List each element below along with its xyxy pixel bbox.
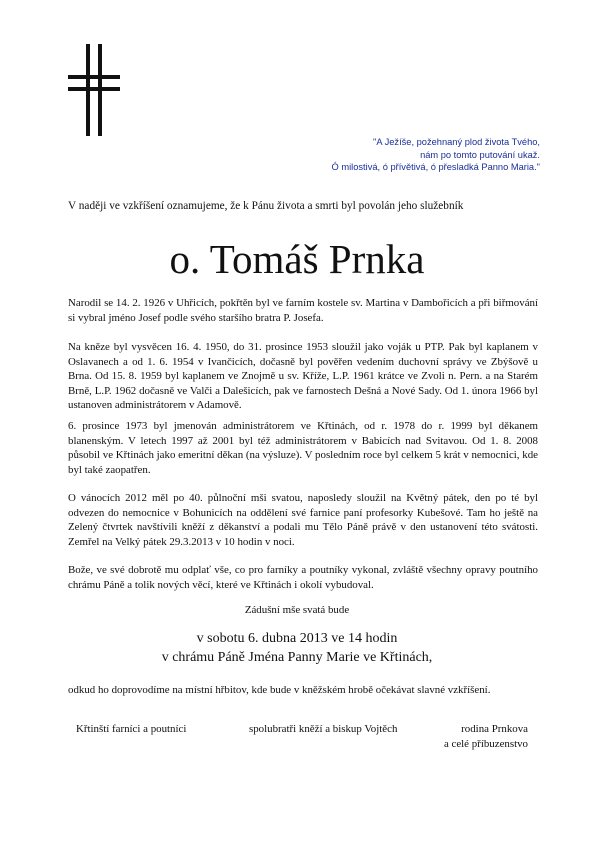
prayer-quote	[240, 136, 540, 174]
paragraph-prayer: Bože, ve své dobrotě mu odplať vše, co pro farníky a poutníky vykonal, zvláště všechny opravy poutního chrámu Páně a tolik nových věcí, které ve Křtinách i okolí vybudoval.	[68, 564, 538, 591]
double-cross-icon	[68, 44, 120, 136]
mass-intro: Zádušní mše svatá bude	[244, 604, 350, 616]
signature-relatives: a celé příbuzenstvo	[443, 738, 528, 750]
paragraph-krtiny: 6. prosince 1973 byl jmenován administrátorem ve Křtinách, od r. 1978 do r. 1999 byl děkanem blanenským. V letech 1997 až 2001 byl též administrátorem v Babicích nad Svitavou. Od 1. 8. 2008 působil ve Křtinách jako emeritní děkan (na výsluze). V posledním roce byl celkem 5 krát v nemocnici, kde byl také zaopatřen.	[68, 420, 538, 476]
mass-date: v sobotu 6. dubna 2013 ve 14 hodin	[196, 631, 398, 646]
signature-family: rodina Prnkova	[461, 723, 528, 735]
quote-line: Ó milostivá, ó přívětivá, ó přesladká Panno Maria."	[331, 162, 540, 172]
paragraph-ministry: Na kněze byl vysvěcen 16. 4. 1950, do 31. prosince 1953 sloužil jako voják u PTP. Pak byl kaplanem v Oslavanech a od 1. 6. 1954 v Ivančicích, dočasně byl pověřen vedením duchovní správy ve Zbýšově u Brna. Od 15. 8. 1959 byl kaplanem ve Znojmě u sv. Kříže, L.P. 1961 krátce ve Zvoli n. Pern. a na Starém Brně, L.P. 1962 dočasně ve Valči a Dalešicích, pak ve farnostech Dešná a Nové Sady. Od 1. února 1966 byl ustanoven administrátorem v Adamově.	[68, 341, 538, 412]
announcement-intro: V naději ve vzkříšení oznamujeme, že k Pánu života a smrti byl povolán jeho služebník	[68, 200, 464, 212]
deceased-name: o. Tomáš Prnka	[169, 236, 425, 282]
paragraph-birth: Narodil se 14. 2. 1926 v Uhřicích, pokřtěn byl ve farním kostele sv. Martina v Dambořicích a při biřmování si vybral jméno Josef podle svého staršího bratra P. Josefa.	[68, 297, 538, 324]
signature-priests: spolubratři kněží a biskup Vojtěch	[249, 723, 398, 735]
mass-place: v chrámu Páně Jména Panny Marie ve Křtinách,	[161, 650, 433, 665]
signature-parish: Křtinští farníci a poutníci	[76, 723, 187, 735]
quote-line: "A Ježíše, požehnaný plod života Tvého,	[373, 137, 540, 147]
paragraph-death: O vánocích 2012 měl po 40. půlnoční mši svatou, naposledy sloužil na Květný pátek, den po té byl odvezen do nemocnice v Bohunicích na oddělení své farnice paní profesorky Kubešové. Tam ho ještě na Zelený čtvrtek navštívili kněží z děkanství a podali mu Tělo Páně právě v den ustanovení této svátosti. Zemřel na Velký pátek 29.3.2013 v 10 hodin v noci.	[68, 492, 538, 548]
quote-line: nám po tomto putování ukaž.	[420, 149, 540, 160]
burial-text: odkud ho doprovodíme na místní hřbitov, kde bude v kněžském hrobě očekávat slavné vzkříšení.	[68, 684, 491, 696]
